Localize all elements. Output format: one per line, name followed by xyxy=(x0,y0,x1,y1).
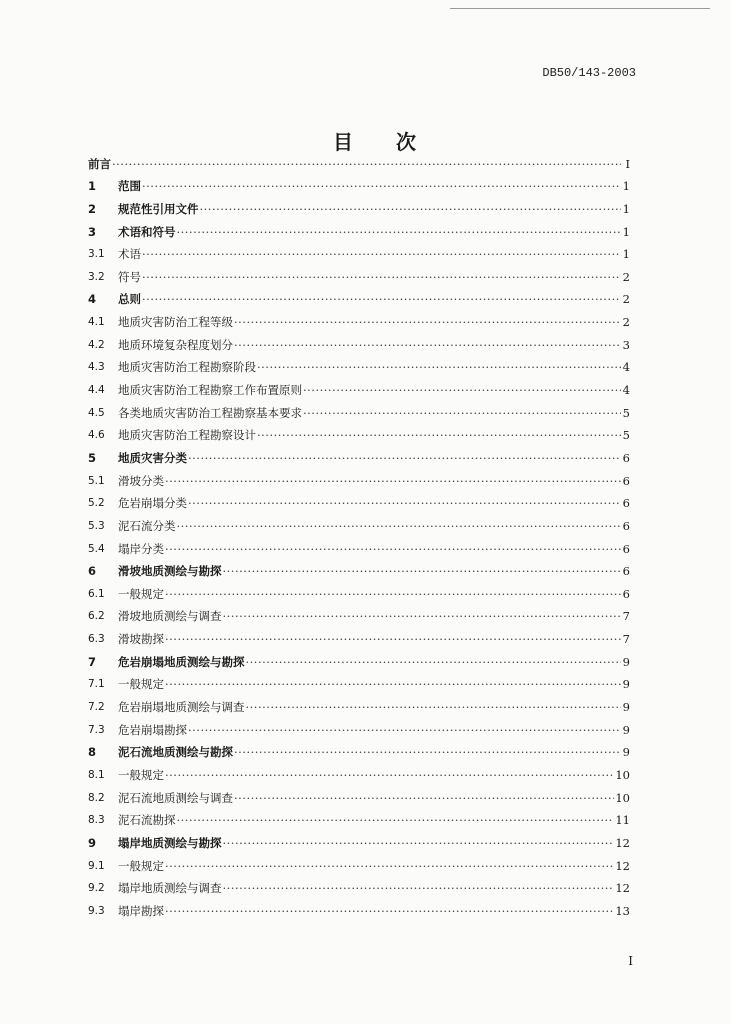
toc-dot-leader xyxy=(142,292,621,306)
toc-entry[interactable] xyxy=(88,171,630,194)
table-of-contents xyxy=(88,148,630,918)
toc-entry-title: 一般规定 xyxy=(118,586,164,601)
toc-entry-page: 2 xyxy=(622,292,630,307)
toc-entry-title: 滑坡地质测绘与调查 xyxy=(118,609,222,624)
toc-entry-title: 塌岸分类 xyxy=(118,541,164,556)
toc-entry-number: 9.2 xyxy=(88,882,105,895)
toc-entry[interactable] xyxy=(88,465,630,488)
toc-entry-title: 总则 xyxy=(118,292,141,307)
toc-entry-page: 7 xyxy=(622,632,630,647)
toc-entry[interactable] xyxy=(88,556,630,579)
toc-entry-page: 6 xyxy=(622,496,630,511)
toc-entry-page: 9 xyxy=(622,722,630,737)
toc-entry-title: 地质灾害防治工程勘察设计 xyxy=(118,428,256,443)
toc-entry[interactable] xyxy=(88,873,630,896)
toc-entry[interactable] xyxy=(88,737,630,760)
toc-entry-number: 5.3 xyxy=(88,519,105,532)
toc-entry[interactable] xyxy=(88,623,630,646)
toc-entry-page: I xyxy=(625,156,630,171)
toc-entry-number: 4.4 xyxy=(88,384,105,397)
toc-dot-leader xyxy=(223,881,615,895)
toc-entry-number: 3.1 xyxy=(88,248,105,261)
toc-entry-number: 6.3 xyxy=(88,633,105,646)
toc-entry[interactable] xyxy=(88,850,630,873)
toc-entry-title: 泥石流勘探 xyxy=(118,813,176,828)
toc-dot-leader xyxy=(234,315,621,329)
toc-entry-number: 8 xyxy=(88,745,97,760)
toc-dot-leader xyxy=(303,383,621,397)
toc-entry[interactable] xyxy=(88,669,630,692)
toc-entry-number: 4.6 xyxy=(88,429,105,442)
toc-dot-leader xyxy=(112,157,621,171)
toc-dot-leader xyxy=(165,859,614,873)
toc-entry-title: 术语和符号 xyxy=(118,224,176,239)
toc-entry-page: 9 xyxy=(622,677,630,692)
toc-dot-leader xyxy=(223,564,622,578)
toc-entry-page: 2 xyxy=(622,269,630,284)
toc-entry-number: 4.5 xyxy=(88,406,105,419)
toc-entry-page: 2 xyxy=(622,315,630,330)
toc-dot-leader xyxy=(188,451,621,465)
toc-entry-number: 7.2 xyxy=(88,701,105,714)
toc-entry-title: 一般规定 xyxy=(118,677,164,692)
toc-entry-number: 4.2 xyxy=(88,338,105,351)
toc-entry-number: 9.3 xyxy=(88,904,105,917)
toc-entry-page: 7 xyxy=(622,609,630,624)
toc-entry-number: 4.1 xyxy=(88,316,105,329)
page-number: I xyxy=(628,954,633,968)
toc-entry[interactable] xyxy=(88,397,630,420)
header-rule xyxy=(450,8,710,9)
toc-dot-leader xyxy=(257,360,621,374)
toc-entry[interactable] xyxy=(88,442,630,465)
toc-entry-title: 塌岸地质测绘与勘探 xyxy=(118,835,222,850)
toc-entry-number: 5 xyxy=(88,450,97,465)
toc-dot-leader xyxy=(165,587,621,601)
toc-entry[interactable] xyxy=(88,782,630,805)
toc-entry-number: 8.1 xyxy=(88,768,105,781)
toc-dot-leader xyxy=(188,723,621,737)
toc-entry[interactable] xyxy=(88,646,630,669)
toc-entry-title: 地质灾害防治工程等级 xyxy=(118,315,233,330)
toc-entry-number: 9 xyxy=(88,835,97,850)
toc-entry-page: 6 xyxy=(622,564,630,579)
toc-dot-leader xyxy=(165,768,614,782)
toc-entry[interactable] xyxy=(88,352,630,375)
toc-entry[interactable] xyxy=(88,284,630,307)
toc-entry[interactable] xyxy=(88,827,630,850)
toc-entry-number: 3 xyxy=(88,224,97,239)
toc-entry-number: 7.3 xyxy=(88,723,105,736)
toc-entry-title: 危岩崩塌地质测绘与勘探 xyxy=(118,654,245,669)
toc-entry-title: 地质灾害分类 xyxy=(118,450,187,465)
toc-entry-title: 泥石流地质测绘与调查 xyxy=(118,790,233,805)
toc-entry-title: 术语 xyxy=(118,247,141,262)
toc-entry[interactable] xyxy=(88,374,630,397)
toc-entry[interactable] xyxy=(88,420,630,443)
toc-entry-number: 7.1 xyxy=(88,678,105,691)
toc-entry-title: 危岩崩塌勘探 xyxy=(118,722,187,737)
toc-entry-page: 12 xyxy=(615,835,630,850)
toc-entry[interactable] xyxy=(88,193,630,216)
toc-dot-leader xyxy=(165,474,621,488)
toc-entry-number: 3.2 xyxy=(88,270,105,283)
toc-entry-number: 前言 xyxy=(88,156,111,171)
toc-entry-number: 6.1 xyxy=(88,587,105,600)
toc-entry-page: 11 xyxy=(615,813,630,828)
toc-dot-leader xyxy=(234,791,614,805)
toc-entry-title: 一般规定 xyxy=(118,858,164,873)
toc-entry[interactable] xyxy=(88,714,630,737)
toc-entry-page: 5 xyxy=(622,405,630,420)
toc-entry-title: 各类地质灾害防治工程勘察基本要求 xyxy=(118,405,302,420)
toc-entry-number: 8.2 xyxy=(88,791,105,804)
toc-entry[interactable] xyxy=(88,759,630,782)
toc-entry-page: 6 xyxy=(622,586,630,601)
toc-dot-leader xyxy=(246,700,622,714)
toc-entry-page: 6 xyxy=(622,541,630,556)
toc-dot-leader xyxy=(303,406,621,420)
toc-entry[interactable] xyxy=(88,895,630,918)
toc-entry-title: 符号 xyxy=(118,269,141,284)
toc-entry-title: 地质灾害防治工程勘察阶段 xyxy=(118,360,256,375)
toc-entry-number: 5.1 xyxy=(88,474,105,487)
toc-entry-page: 9 xyxy=(622,654,630,669)
toc-entry[interactable] xyxy=(88,533,630,556)
toc-entry-number: 2 xyxy=(88,201,97,216)
toc-entry-page: 9 xyxy=(622,745,630,760)
toc-entry[interactable] xyxy=(88,148,630,171)
toc-entry-title: 泥石流地质测绘与勘探 xyxy=(118,745,233,760)
toc-dot-leader xyxy=(142,179,621,193)
toc-entry-page: 10 xyxy=(615,790,630,805)
toc-entry-page: 1 xyxy=(622,247,630,262)
toc-dot-leader xyxy=(142,270,621,284)
toc-entry-title: 滑坡勘探 xyxy=(118,632,164,647)
toc-entry-page: 9 xyxy=(622,700,630,715)
toc-dot-leader xyxy=(142,247,621,261)
toc-entry-page: 4 xyxy=(622,383,630,398)
toc-entry-number: 6.2 xyxy=(88,610,105,623)
toc-dot-leader xyxy=(177,813,615,827)
toc-dot-leader xyxy=(188,496,621,510)
toc-dot-leader xyxy=(177,519,622,533)
toc-entry-title: 规范性引用文件 xyxy=(118,201,199,216)
toc-entry[interactable] xyxy=(88,329,630,352)
toc-entry-number: 8.3 xyxy=(88,814,105,827)
toc-entry-page: 12 xyxy=(615,858,630,873)
toc-entry-number: 4 xyxy=(88,292,97,307)
toc-entry[interactable] xyxy=(88,601,630,624)
toc-entry-title: 范围 xyxy=(118,179,141,194)
toc-entry-page: 3 xyxy=(622,337,630,352)
toc-entry-title: 危岩崩塌分类 xyxy=(118,496,187,511)
toc-entry-number: 1 xyxy=(88,179,97,194)
toc-entry-page: 5 xyxy=(622,428,630,443)
toc-entry-page: 1 xyxy=(622,224,630,239)
toc-entry-number: 6 xyxy=(88,564,97,579)
toc-entry-page: 13 xyxy=(615,903,630,918)
toc-entry[interactable] xyxy=(88,578,630,601)
toc-entry-page: 6 xyxy=(622,518,630,533)
toc-dot-leader xyxy=(200,202,622,216)
toc-dot-leader xyxy=(223,836,615,850)
toc-entry-number: 5.4 xyxy=(88,542,105,555)
toc-entry[interactable] xyxy=(88,488,630,511)
toc-heading: 目 次 xyxy=(333,130,434,154)
toc-entry-page: 12 xyxy=(615,881,630,896)
toc-entry-number: 5.2 xyxy=(88,497,105,510)
toc-entry-page: 1 xyxy=(622,201,630,216)
toc-entry-page: 6 xyxy=(622,473,630,488)
toc-dot-leader xyxy=(257,428,621,442)
document-code: DB50/143-2003 xyxy=(542,66,636,80)
toc-dot-leader xyxy=(165,904,614,918)
toc-entry[interactable] xyxy=(88,805,630,828)
toc-entry-page: 4 xyxy=(622,360,630,375)
toc-entry-title: 地质灾害防治工程勘察工作布置原则 xyxy=(118,383,302,398)
toc-entry[interactable] xyxy=(88,691,630,714)
toc-entry-page: 6 xyxy=(622,450,630,465)
toc-entry-number: 7 xyxy=(88,654,97,669)
toc-dot-leader xyxy=(246,655,622,669)
toc-dot-leader xyxy=(165,542,621,556)
toc-entry-page: 1 xyxy=(622,179,630,194)
toc-dot-leader xyxy=(223,609,622,623)
toc-dot-leader xyxy=(177,225,622,239)
toc-dot-leader xyxy=(234,338,621,352)
toc-entry-number: 9.1 xyxy=(88,859,105,872)
toc-entry[interactable] xyxy=(88,216,630,239)
toc-entry-number: 4.3 xyxy=(88,361,105,374)
toc-entry-page: 10 xyxy=(615,767,630,782)
toc-entry-title: 泥石流分类 xyxy=(118,518,176,533)
toc-entry-title: 塌岸地质测绘与调查 xyxy=(118,881,222,896)
toc-dot-leader xyxy=(234,745,621,759)
toc-entry[interactable] xyxy=(88,306,630,329)
toc-entry-title: 滑坡地质测绘与勘探 xyxy=(118,564,222,579)
toc-entry[interactable] xyxy=(88,261,630,284)
toc-entry[interactable] xyxy=(88,239,630,262)
toc-dot-leader xyxy=(165,677,621,691)
toc-entry[interactable] xyxy=(88,510,630,533)
toc-entry-title: 塌岸勘探 xyxy=(118,903,164,918)
toc-entry-title: 地质环境复杂程度划分 xyxy=(118,337,233,352)
toc-entry-title: 危岩崩塌地质测绘与调查 xyxy=(118,700,245,715)
toc-entry-title: 一般规定 xyxy=(118,767,164,782)
toc-entry-title: 滑坡分类 xyxy=(118,473,164,488)
toc-dot-leader xyxy=(165,632,621,646)
